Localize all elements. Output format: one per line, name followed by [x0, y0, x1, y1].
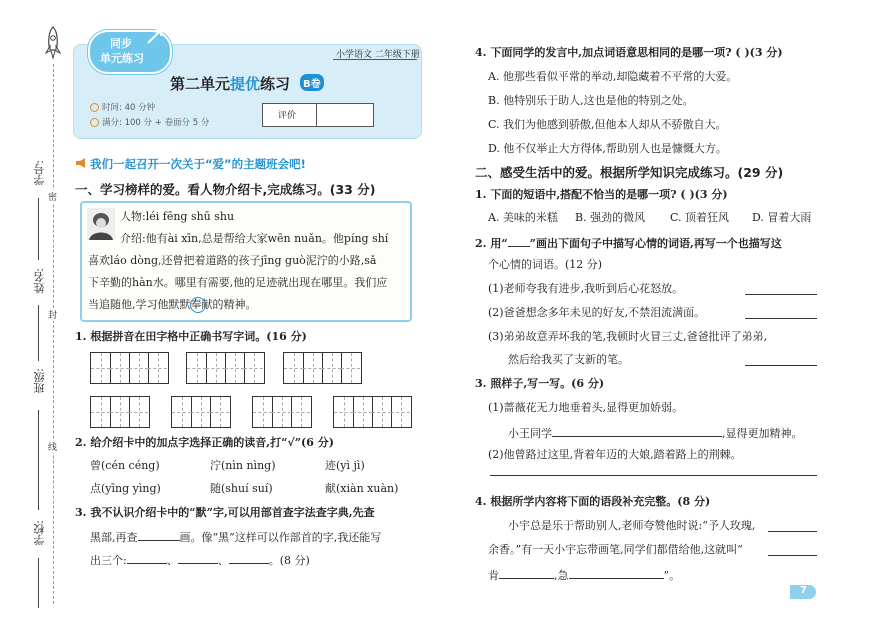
s2q1-opt-d[interactable]: D. 冒着大雨 [752, 211, 812, 224]
s2q1-opt-a[interactable]: A. 美味的米糕 [488, 211, 558, 224]
s2q4-blank1[interactable] [768, 531, 817, 532]
s2q3-example2: (2)他曾路过这里,背着年迈的大娘,踏着路上的荆棘。 [488, 448, 742, 461]
q4-opt-a[interactable]: A. 他那些看似平常的举动,却隐藏着不平常的大爱。 [488, 70, 738, 83]
section2-heading: 二、感受生活中的爱。根据所学知识完成练习。(29 分) [475, 165, 784, 180]
s2-q4: 4. 根据所学内容将下面的语段补充完整。(8 分) [475, 495, 711, 508]
blank-stroke-count[interactable] [138, 529, 180, 541]
xian-char: 线 [48, 440, 57, 453]
s2-q2-line1: 2. 用“ ”画出下面句子中描写心情的词语,再写一个也描写这 [475, 237, 782, 250]
s2q2-item3-cont: 然后给我买了支新的笔。 [508, 353, 629, 366]
check-icon [90, 118, 99, 127]
school-label: 学校: [33, 520, 46, 546]
mi-char: 密 [48, 190, 57, 203]
q4-opt-d[interactable]: D. 他不仅举止大方得体,帮助别人也是慷慨大方。 [488, 142, 727, 155]
title-pre: 第二单元 [170, 75, 231, 93]
tianzige-1[interactable] [90, 352, 169, 384]
s2q3-answer2[interactable] [490, 475, 817, 476]
s1-q3-line2: 黑部,再查 画。像“黑”这样可以作部首的字,我还能写 [90, 531, 382, 544]
tianzige-3[interactable] [283, 352, 362, 384]
section1-heading: 一、学习榜样的爱。看人物介绍卡,完成练习。(33 分) [75, 182, 376, 197]
title-mid: 提优 [230, 75, 261, 93]
s2-q3: 3. 照样子,写一写。(6 分) [475, 377, 605, 390]
s2q4-line1: 小宇总是乐于帮助别人,老师夸赞他时说:“予人玫瑰, [508, 519, 756, 532]
s1-q3-line3: 出三个: 、 、 。(8 分) [90, 554, 310, 567]
q2-opt-ying[interactable]: 点(yīng yìng) [90, 482, 161, 495]
tianzige-4[interactable] [90, 396, 150, 428]
q2-opt-ji[interactable]: 迹(yì jì) [325, 459, 365, 472]
eval-label: 评价 [278, 111, 297, 121]
tianzige-5[interactable] [171, 396, 231, 428]
s2q1-opt-c[interactable]: C. 顶着狂风 [670, 211, 730, 224]
badge-line2: 单元练习 [100, 52, 144, 65]
s2q4-line2: 余香。”有一天小宇忘带画笔,同学们都借给他,这就叫“ [488, 543, 743, 556]
q2-opt-xian[interactable]: 献(xiàn xuàn) [325, 482, 399, 495]
blank-radical-1[interactable] [127, 552, 167, 564]
blank-radical-2[interactable] [178, 552, 218, 564]
s2q1-opt-b[interactable]: B. 强劲的微风 [575, 211, 646, 224]
badge-line1: 同步 [110, 37, 132, 50]
clock-icon [90, 103, 99, 112]
card-line3: 喜欢láo dòng,还曾把着道路的孩子jīng guò泥泞的小路,sǎ [88, 254, 377, 267]
tianzige-6[interactable] [252, 396, 312, 428]
card-line4: 下辛勤的hàn水。哪里有需要,他的足迹就出现在哪里。我们应 [88, 276, 388, 289]
tianzige-7[interactable] [333, 396, 412, 428]
blank-radical-3[interactable] [229, 552, 269, 564]
q2-opt-ning[interactable]: 泞(nìn nìng) [210, 459, 276, 472]
card-line2: 介绍:他有ài xīn,总是帮给大家wēn nuǎn。他píng shí [120, 232, 389, 245]
q2-opt-ceng[interactable]: 曾(cén céng) [90, 459, 160, 472]
s2q2-item2: (2)爸爸想念多年未见的好友,不禁泪流满面。 [488, 306, 706, 319]
q4-opt-c[interactable]: C. 我们为他感到骄傲,但他本人却从不骄傲自大。 [488, 118, 727, 131]
tag-b: B卷 [300, 74, 324, 91]
leifeng-portrait-icon [87, 208, 115, 240]
s2q2-item3: (3)弟弟故意弄坏我的笔,我顿时火冒三丈,爸爸批评了弟弟, [488, 330, 768, 343]
s2q4-blank4[interactable] [569, 567, 664, 579]
s2q3-blank1[interactable] [552, 425, 722, 437]
s2q3-example1: (1)蔷薇花无力地垂着头,显得更加娇弱。 [488, 401, 684, 414]
speaker-icon [75, 157, 89, 169]
s2q4-blank2[interactable] [768, 555, 817, 556]
mo-circle [190, 297, 206, 313]
number-label: 学号: [33, 160, 46, 186]
class-label: 班级: [33, 368, 46, 394]
rocket-icon [44, 26, 62, 60]
theme-banner: 我们一起召开一次关于“爱”的主题班会吧! [90, 157, 306, 171]
s2-q2-line2: 个心情的词语。(12 分) [488, 258, 603, 271]
badge-rocket-icon [146, 29, 164, 45]
s1-q3-line1: 3. 我不认识介绍卡中的“默”字,可以用部首查字法查字典,先查 [75, 506, 375, 519]
score-info: 满分: 100 分 + 卷面分 5 分 [102, 118, 210, 128]
binding-margin [0, 0, 70, 625]
s2-q1: 1. 下面的短语中,搭配不恰当的是哪一项? ( )(3 分) [475, 188, 728, 201]
subject-grade: 小学语文 二年级下册 [336, 50, 420, 60]
tianzige-2[interactable] [186, 352, 265, 384]
page-title [170, 73, 290, 94]
title-post: 练习 [260, 75, 291, 93]
underline-sample [508, 235, 530, 247]
s2q2-item1: (1)老师夸我有进步,我听到后心花怒放。 [488, 282, 684, 295]
s2q2-answer3[interactable] [745, 365, 817, 366]
s2q4-blank3[interactable] [499, 567, 554, 579]
q4-opt-b[interactable]: B. 他特别乐于助人,这也是他的特别之处。 [488, 94, 694, 107]
card-line5: 当追随他,学习他默默奉献的精神。 [88, 298, 257, 311]
q2-opt-sui[interactable]: 随(shuí suí) [210, 482, 273, 495]
name-label: 姓名: [33, 268, 46, 294]
s1-q2: 2. 给介绍卡中的加点字选择正确的读音,打“√”(6 分) [75, 436, 334, 449]
time-info: 时间: 40 分钟 [102, 103, 156, 113]
s2q3-fill1: 小王同学 ,显得更加精神。 [508, 427, 803, 440]
page-number: 7 [800, 585, 807, 596]
card-line1: 人物:léi fēng shū shu [120, 210, 235, 223]
q4-stem: 4. 下面同学的发言中,加点词语意思相同的是哪一项? ( )(3 分) [475, 46, 783, 59]
s1-q1: 1. 根据拼音在田字格中正确书写字词。(16 分) [75, 330, 307, 343]
s2q2-answer1[interactable] [745, 294, 817, 295]
s2q2-answer2[interactable] [745, 318, 817, 319]
s2q4-line3: 肯 ,急 ”。 [488, 569, 681, 582]
feng-char: 封 [48, 308, 57, 321]
